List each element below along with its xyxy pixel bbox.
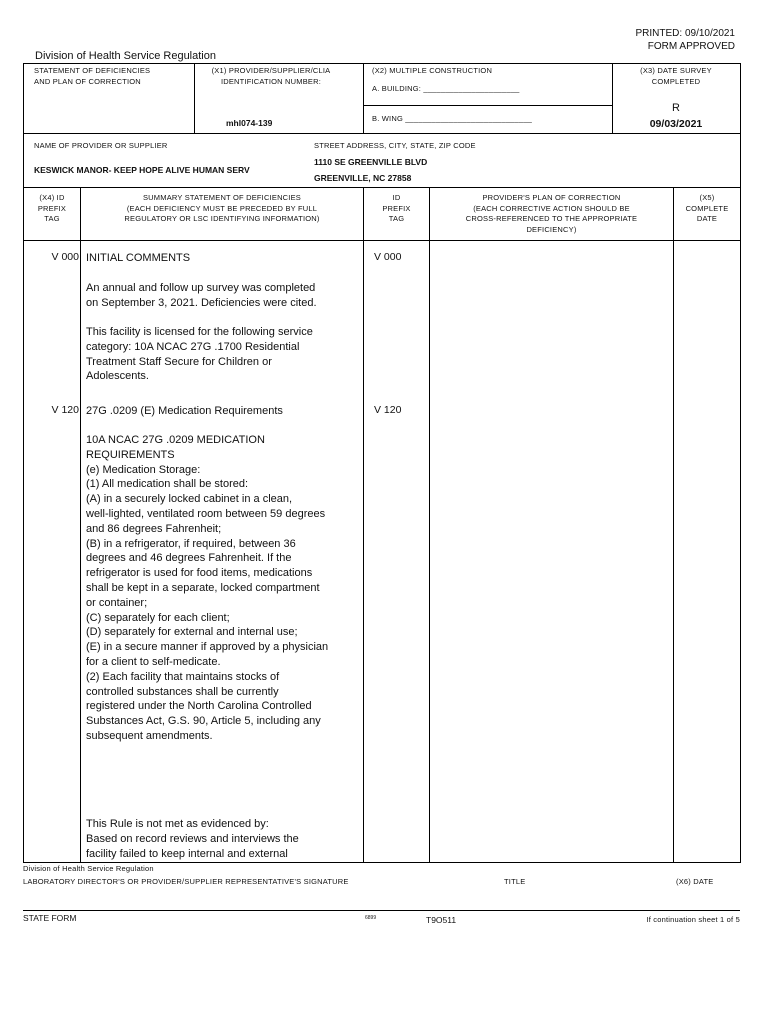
address-line-1: 1110 SE GREENVILLE BLVD <box>314 157 428 167</box>
col-plan-header: PROVIDER'S PLAN OF CORRECTION (EACH CORRECTIVE ACTION SHOULD BE CROSS-REFERENCED TO THE APPROPRIATE DEFICIENCY) <box>465 193 638 234</box>
title-label: TITLE <box>504 877 526 886</box>
v120-title: 27G .0209 (E) Medication Requirements <box>86 405 283 417</box>
printed-date: PRINTED: 09/10/2021 <box>635 28 735 39</box>
statement-label: STATEMENT OF DEFICIENCIES AND PLAN OF CORRECTION <box>34 66 151 86</box>
v120-id-tag: V 120 <box>374 404 402 416</box>
x3-label: (X3) DATE SURVEY COMPLETED <box>640 66 712 86</box>
v000-id-tag: V 000 <box>374 251 402 263</box>
v000-title: INITIAL COMMENTS <box>86 252 191 264</box>
v000-prefix-tag: V 000 <box>51 251 79 263</box>
x6-date-label: (X6) DATE <box>676 877 714 886</box>
col-x5-header: (X5) COMPLETE DATE <box>685 193 729 223</box>
v120-rule-text: 10A NCAC 27G .0209 MEDICATION REQUIREMENTS (e) Medication Storage: (1) All medication shall be stored: (A) in a securely locked cabinet in a clean, well-lighted, ventilated room between 59 degrees and 86 degrees Fahrenheit; (B) in a refrigerator, if required, between 36 degrees and 46 degrees Fahrenheit. If the refrigerator is used for food items, medications shall be kept in a separate, locked compartment or container; (C) separately for each client; (D) separately for external and internal use; (E) in a secure manner if approved by a physician for a client to self-medicate. (2) Each facility that maintains stocks of controlled substances shall be currently registered under the North Carolina Controlled Substances Act, G.S. 90, Article 5, including any subsequent amendments. <box>86 434 329 742</box>
col-x4-header: (X4) ID PREFIX TAG <box>37 193 67 223</box>
event-id: T9O511 <box>426 915 457 925</box>
signature-label: LABORATORY DIRECTOR'S OR PROVIDER/SUPPLIER REPRESENTATIVE'S SIGNATURE <box>23 877 349 886</box>
address-label: STREET ADDRESS, CITY, STATE, ZIP CODE <box>314 141 476 150</box>
division-title: Division of Health Service Regulation <box>35 50 216 62</box>
col-id-header: ID PREFIX TAG <box>382 193 411 223</box>
provider-name-label: NAME OF PROVIDER OR SUPPLIER <box>34 141 168 150</box>
x1-label: (X1) PROVIDER/SUPPLIER/CLIA IDENTIFICATION NUMBER: <box>211 66 331 86</box>
form-code: 6899 <box>365 915 377 921</box>
survey-completed-date: 09/03/2021 <box>649 118 703 130</box>
v000-paragraph-2: This facility is licensed for the following service category: 10A NCAC 27G .1700 Residential Treatment Staff Secure for Children or Adolescents. <box>86 326 313 383</box>
wing-label: B. WING _____________________________ <box>372 114 533 123</box>
provider-name: KESWICK MANOR- KEEP HOPE ALIVE HUMAN SERV <box>34 165 250 175</box>
address-line-2: GREENVILLE, NC 27858 <box>314 173 412 183</box>
continuation-sheet: If continuation sheet 1 of 5 <box>646 915 740 924</box>
v000-paragraph-1: An annual and follow up survey was completed on September 3, 2021. Deficiencies were cited. <box>86 282 317 309</box>
footer-division: Division of Health Service Regulation <box>23 864 154 873</box>
x2-label: (X2) MULTIPLE CONSTRUCTION <box>372 66 493 75</box>
state-form-label: STATE FORM <box>23 913 77 923</box>
provider-id-number: mhl074-139 <box>226 118 273 128</box>
x3-r: R <box>672 102 680 114</box>
v120-finding-text: This Rule is not met as evidenced by: Based on record reviews and interviews the facility failed to keep internal and external <box>86 818 299 860</box>
v120-prefix-tag: V 120 <box>51 404 79 416</box>
building-label: A. BUILDING: ______________________ <box>372 84 520 93</box>
form-approved: FORM APPROVED <box>647 41 735 52</box>
col-summary-header: SUMMARY STATEMENT OF DEFICIENCIES (EACH DEFICIENCY MUST BE PRECEDED BY FULL REGULATORY OR LSC IDENTIFYING INFORMATION) <box>124 193 320 223</box>
